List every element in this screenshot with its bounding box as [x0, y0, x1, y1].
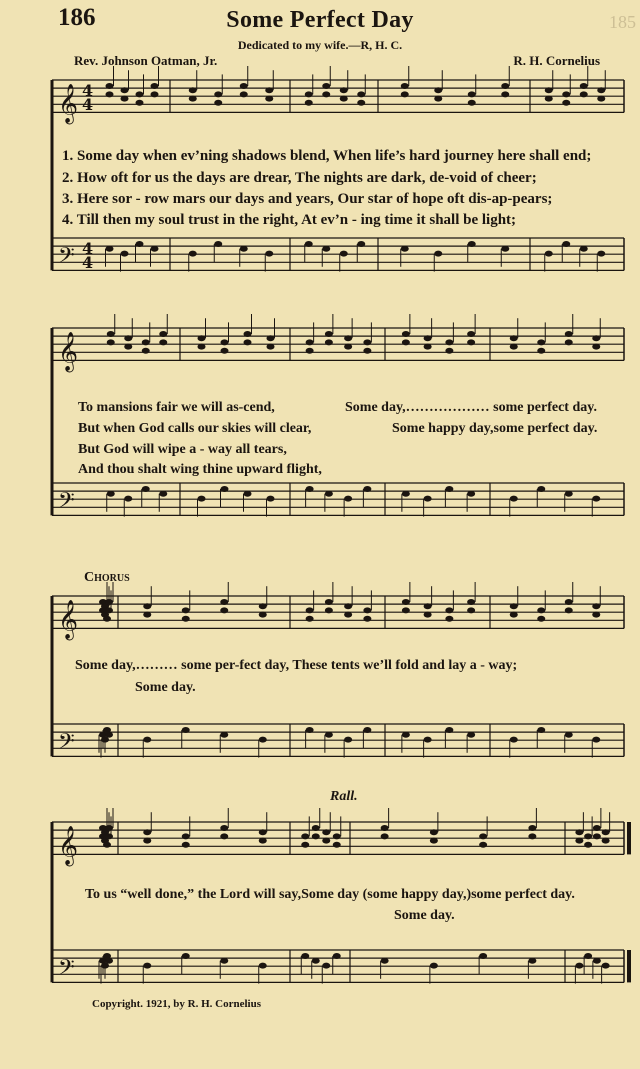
system-1-treble-note [401, 83, 409, 89]
system-3-treble-note [592, 603, 600, 609]
system-2-treble-note [325, 331, 333, 337]
system-4-bass-note [575, 963, 583, 969]
system-4-bass-note [220, 958, 228, 964]
system-1-bass-note [305, 241, 313, 247]
system2-line-3: But God will wipe a - way all tears, [78, 442, 287, 457]
system-1-bass-note [401, 246, 409, 252]
system-2-treble-note [592, 344, 600, 350]
system-4-treble-note [602, 829, 610, 835]
system-3-treble-note [565, 599, 573, 605]
system2-line-1: To mansions fair we will as-cend, [78, 400, 275, 415]
system-2-treble-note [142, 348, 150, 354]
system-4-treble-note [322, 829, 330, 835]
system-3-bass-note [259, 737, 267, 743]
system-2-bass-note [402, 491, 410, 497]
system-3-treble-note [402, 607, 410, 613]
system-2-bass-note [510, 496, 518, 502]
system-2-bass-note [159, 491, 167, 497]
system-3-treble-clef-icon: 𝄞 [58, 599, 79, 640]
system-3-treble-note [306, 607, 314, 613]
system-2-treble-note [221, 348, 229, 354]
system-4-treble-clef-icon: 𝄞 [58, 825, 79, 866]
system-4-bass-note [182, 953, 190, 959]
system-2-treble-note [107, 339, 115, 345]
system-4-treble-note [182, 833, 190, 839]
system-4-bass-note [312, 958, 320, 964]
system-2-treble-note [592, 335, 600, 341]
system-2-treble-note [363, 348, 371, 354]
system-2-treble-note [537, 348, 545, 354]
system-1-bass-note [340, 251, 348, 257]
system-4-bass-note [381, 958, 389, 964]
system-2-treble-note [467, 339, 475, 345]
verse-line-1: 1. Some day when ev’ning shadows blend, When life’s hard journey here shall end; [62, 148, 592, 164]
system-3-treble-note [259, 603, 267, 609]
system-1-treble-note [322, 91, 330, 97]
system-1-treble-clef-icon: 𝄞 [58, 83, 79, 124]
system-1-treble-note [357, 91, 365, 97]
system-4-treble-note [333, 833, 341, 839]
system-4-bass-note [143, 963, 151, 969]
system-1-bass-note [322, 246, 330, 252]
system-2-treble-note [124, 335, 132, 341]
system-3-treble-note [445, 616, 453, 622]
system-1-treble-note [151, 83, 159, 89]
system-4-treble-note [143, 838, 151, 844]
system-1-bass-note [214, 241, 222, 247]
system-2-bass-note [424, 496, 432, 502]
system-4-bass-note [259, 963, 267, 969]
system-3-bass-note [182, 727, 190, 733]
system-3-bass-note [306, 727, 314, 733]
system-1-treble-note [214, 100, 222, 106]
system-4-bass-note [584, 953, 592, 959]
system-2-bass-note [592, 496, 600, 502]
system-4-treble-note [602, 838, 610, 844]
ghost-page-number: 185 [609, 12, 636, 32]
system-2-treble-note [142, 339, 150, 345]
system-4-treble-note [301, 833, 309, 839]
system-3-treble-note [182, 616, 190, 622]
system-4-bass-clef-icon: 𝄢 [58, 955, 75, 986]
system-2-treble-note [510, 344, 518, 350]
system-2-treble-note [198, 335, 206, 341]
system-1-bass-note [580, 246, 588, 252]
system-1-treble-note [468, 91, 476, 97]
system-1-treble-note [106, 91, 114, 97]
system-1-bass-note [468, 241, 476, 247]
time-signature-bottom: 4 [82, 95, 94, 114]
system-1-bass-note [357, 241, 365, 247]
system-3-treble-note [363, 607, 371, 613]
system-1-bass-note [136, 241, 144, 247]
verse-line-4: 4. Till then my soul trust in the right, At ev’n - ing time it shall be light; [62, 212, 517, 228]
system-1-bass-note [434, 251, 442, 257]
system-1-bass-clef-icon: 𝄢 [58, 243, 75, 274]
system-1-bass-note [106, 246, 114, 252]
system-4-treble-note [220, 825, 228, 831]
system-2-treble-note [344, 344, 352, 350]
system-3-bass-note [445, 727, 453, 733]
system-2-treble-note [510, 335, 518, 341]
system-2-treble-note [445, 348, 453, 354]
system-3-treble-note [510, 603, 518, 609]
system-3-treble-note [467, 599, 475, 605]
system-3-treble-note [467, 607, 475, 613]
time-signature-top: 4 [82, 81, 94, 100]
system-1-treble-note [240, 83, 248, 89]
system-3-treble-note [182, 607, 190, 613]
system-4-treble-note [381, 825, 389, 831]
system-4-treble-note [584, 842, 592, 848]
system2-refrain-1: Some day,……………… some perfect day. [345, 400, 597, 415]
system-1-treble-note [151, 91, 159, 97]
system-1-treble-note [340, 87, 348, 93]
system-1-treble-note [434, 87, 442, 93]
copyright: Copyright. 1921, by R. H. Cornelius [92, 998, 261, 1010]
system-1-bass-note [597, 251, 605, 257]
system-1-bass-note [265, 251, 273, 257]
system-1-treble-note [189, 87, 197, 93]
system-4-treble-note [593, 833, 601, 839]
system-1-treble-note [597, 96, 605, 102]
system-3-treble-note [445, 607, 453, 613]
system-3-treble-note [537, 616, 545, 622]
chorus-label: Chorus [84, 570, 130, 585]
system-3-bass-clef-icon: 𝄢 [58, 729, 75, 760]
system-4-treble-note [430, 838, 438, 844]
system-2-bass-note [325, 491, 333, 497]
system-1-treble-note [265, 96, 273, 102]
system-3-bass-note [424, 737, 432, 743]
system-3-bass-note [325, 732, 333, 738]
system-2-treble-note [445, 339, 453, 345]
system-3-treble-note [510, 612, 518, 618]
system-3-bass-note [565, 732, 573, 738]
system-3-treble-note [220, 607, 228, 613]
system-2-treble-note [267, 344, 275, 350]
system-3-treble-note [105, 607, 113, 613]
system-3-treble-note [143, 612, 151, 618]
system-3-bass-note [220, 732, 228, 738]
system-1-treble-note [434, 96, 442, 102]
system-3-treble-note [325, 599, 333, 605]
system-1-bass-note [151, 246, 159, 252]
system-1-treble-note [580, 91, 588, 97]
system-1-treble-note [265, 87, 273, 93]
system-1-treble-note [580, 83, 588, 89]
system-3-treble-note [537, 607, 545, 613]
system-3-bass-note [363, 727, 371, 733]
system-4-treble-note [143, 829, 151, 835]
system-1-treble-note [189, 96, 197, 102]
system-2-bass-note [107, 491, 115, 497]
system-4-treble-note [593, 825, 601, 831]
system-2-treble-note [424, 335, 432, 341]
system-3-bass-note [592, 737, 600, 743]
song-title: Some Perfect Day [226, 7, 414, 33]
system-2-treble-note [402, 331, 410, 337]
system-4-treble-note [479, 833, 487, 839]
system-2-bass-note [565, 491, 573, 497]
system-3-treble-note [325, 607, 333, 613]
system-4-bass-note [322, 963, 330, 969]
page-number: 186 [58, 4, 96, 31]
system-4-treble-note [103, 842, 111, 848]
system-4-treble-note [259, 838, 267, 844]
system-3-bass-note [510, 737, 518, 743]
system-4-bass-note [479, 953, 487, 959]
system-1-treble-note [240, 91, 248, 97]
system-2-bass-note [267, 496, 275, 502]
system-1-treble-note [597, 87, 605, 93]
system2-line-2: But when God calls our skies will clear, [78, 421, 312, 436]
system-2-bass-note [467, 491, 475, 497]
system-2-treble-note [565, 339, 573, 345]
system-3-bass-note [344, 737, 352, 743]
system-3-bass-note [402, 732, 410, 738]
system-4-bass-note [593, 958, 601, 964]
system-1-bass-note [501, 246, 509, 252]
system-4-treble-note [301, 842, 309, 848]
system-1-treble-note [545, 96, 553, 102]
system-2-treble-note [467, 331, 475, 337]
system-2-treble-note [267, 335, 275, 341]
system-2-treble-note [159, 331, 167, 337]
system-2-treble-note [344, 335, 352, 341]
system-1-treble-note [136, 100, 144, 106]
system-1-bass-note [240, 246, 248, 252]
system-2-bass-note [198, 496, 206, 502]
system-3-bass-note [143, 737, 151, 743]
system-1-treble-note [340, 96, 348, 102]
system-1-bass-note [189, 251, 197, 257]
system-3-treble-note [344, 603, 352, 609]
system-3-treble-note [402, 599, 410, 605]
system-3-treble-note [363, 616, 371, 622]
system-1-treble-note [121, 87, 129, 93]
system-2-treble-note [124, 344, 132, 350]
system-2-bass-note [306, 486, 314, 492]
system-1-treble-note [501, 83, 509, 89]
system-4-treble-note [584, 833, 592, 839]
system-2-treble-note [537, 339, 545, 345]
final-lyric-line: To us “well done,” the Lord will say,Some day (some happy day,)some perfect day. [85, 887, 575, 902]
system-3-treble-note [259, 612, 267, 618]
system-4-treble-note [528, 833, 536, 839]
system-2-bass-note [142, 486, 150, 492]
system-4-bass-note [528, 958, 536, 964]
system-4-treble-note [105, 833, 113, 839]
system-2-treble-note [306, 339, 314, 345]
system-3-treble-note [424, 612, 432, 618]
system-2-treble-note [424, 344, 432, 350]
system-2-treble-note [363, 339, 371, 345]
system-2-treble-note [198, 344, 206, 350]
system-4-bass-note [430, 963, 438, 969]
system2-refrain-2: Some happy day,some perfect day. [392, 421, 598, 436]
system-4-treble-note [430, 829, 438, 835]
system-3-treble-note [220, 599, 228, 605]
system-3-treble-note [306, 616, 314, 622]
system-2-treble-note [107, 331, 115, 337]
verse-line-3: 3. Here sor - row mars our days and years, Our star of hope oft dis-ap-pears; [62, 191, 553, 207]
chorus-lyric-line: Some day,……… some per-fect day, These tents we’ll fold and lay a - way; [75, 658, 518, 673]
system-1-treble-note [562, 100, 570, 106]
system-1-treble-note [562, 91, 570, 97]
system-3-bass-note [537, 727, 545, 733]
composer: R. H. Cornelius [513, 53, 600, 68]
system2-line-4: And thou shalt wing thine upward flight, [78, 462, 322, 477]
system-2-bass-note [537, 486, 545, 492]
system-4-treble-note [105, 825, 113, 831]
system-1-bass-note [562, 241, 570, 247]
system-1-treble-note [545, 87, 553, 93]
system-4-treble-note [312, 833, 320, 839]
system-4-treble-note [479, 842, 487, 848]
system-3-treble-note [565, 607, 573, 613]
system-4-treble-note [312, 825, 320, 831]
final-echo: Some day. [394, 908, 455, 923]
system-4-treble-note [259, 829, 267, 835]
system-2-bass-note [344, 496, 352, 502]
rall-marking: Rall. [330, 789, 358, 804]
system-2-bass-note [124, 496, 132, 502]
system-3-bass-note [105, 732, 113, 738]
verse-line-2: 2. How oft for us the days are drear, The nights are dark, de-void of cheer; [62, 170, 537, 186]
system-1-treble-note [136, 91, 144, 97]
system-2-treble-note [565, 331, 573, 337]
system-2-treble-clef-icon: 𝄞 [58, 331, 79, 372]
time-signature-bottom: 4 [82, 253, 94, 272]
system-2-treble-note [159, 339, 167, 345]
system-2-bass-note [221, 486, 229, 492]
system-2-treble-note [306, 348, 314, 354]
system-4-treble-note [182, 842, 190, 848]
system-1-treble-note [121, 96, 129, 102]
system-1-treble-note [401, 91, 409, 97]
system-3-treble-note [103, 616, 111, 622]
system-1-treble-note [468, 100, 476, 106]
lyricist: Rev. Johnson Oatman, Jr. [74, 53, 218, 68]
system-1-treble-note [357, 100, 365, 106]
system-4-treble-note [575, 829, 583, 835]
system-2-treble-note [402, 339, 410, 345]
system-4-treble-note [575, 838, 583, 844]
system-3-bass-note [467, 732, 475, 738]
system-2-treble-note [244, 331, 252, 337]
system-1-treble-note [214, 91, 222, 97]
system-1-treble-note [322, 83, 330, 89]
system-4-treble-note [322, 838, 330, 844]
system-1-treble-note [106, 83, 114, 89]
system-4-bass-note [301, 953, 309, 959]
system-4-treble-note [333, 842, 341, 848]
system-3-treble-note [424, 603, 432, 609]
system-4-treble-note [381, 833, 389, 839]
system-3-treble-note [143, 603, 151, 609]
system-2-treble-note [325, 339, 333, 345]
system-1-bass-note [545, 251, 553, 257]
system-1-treble-note [305, 91, 313, 97]
dedication: Dedicated to my wife.—R, H. C. [237, 38, 403, 52]
system-3-treble-note [344, 612, 352, 618]
system-4-treble-note [220, 833, 228, 839]
system-2-treble-note [221, 339, 229, 345]
system-2-bass-note [445, 486, 453, 492]
system-1-treble-note [501, 91, 509, 97]
system-2-treble-note [244, 339, 252, 345]
system-1-treble-note [305, 100, 313, 106]
system-4-bass-note [105, 958, 113, 964]
system-4-bass-note [333, 953, 341, 959]
system-4-bass-note [602, 963, 610, 969]
time-signature-top: 4 [82, 239, 94, 258]
chorus-echo: Some day. [135, 680, 196, 695]
system-2-bass-note [244, 491, 252, 497]
system-4-treble-note [528, 825, 536, 831]
system-3-treble-note [105, 599, 113, 605]
system-1-bass-note [121, 251, 129, 257]
system-3-treble-note [592, 612, 600, 618]
system-2-bass-clef-icon: 𝄢 [58, 488, 75, 519]
system-2-bass-note [363, 486, 371, 492]
